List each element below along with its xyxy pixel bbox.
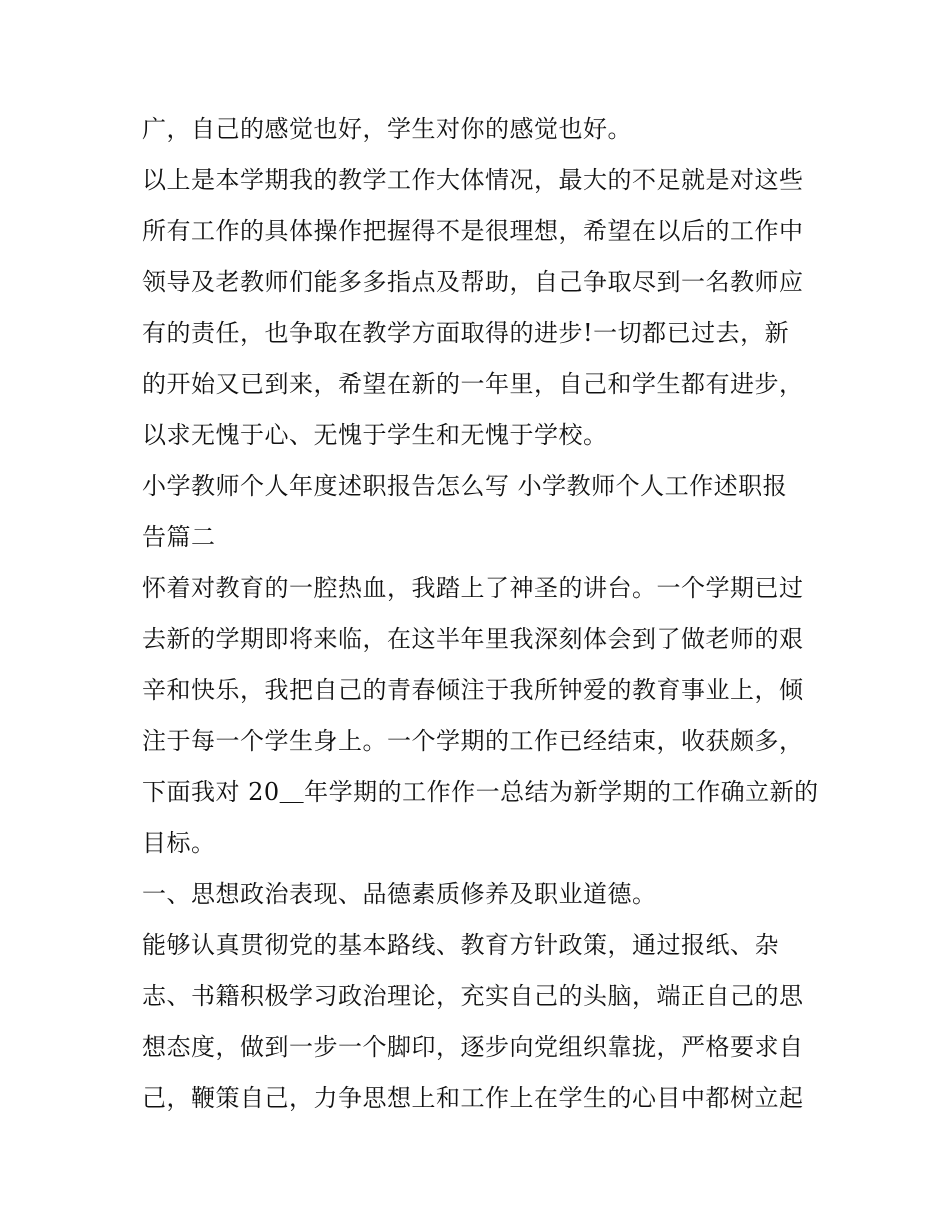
section-heading-line: 告篇二: [142, 523, 216, 551]
text-line: 广，自己的感觉也好，学生对你的感觉也好。: [142, 115, 632, 143]
section-heading-line: 小学教师个人年度述职报告怎么写 小学教师个人工作述职报: [142, 472, 788, 500]
text-line: 领导及老教师们能多多指点及帮助，自己争取尽到一名教师应: [142, 268, 804, 296]
text-line: 以上是本学期我的教学工作大体情况，最大的不足就是对这些: [142, 166, 804, 194]
text-line: 能够认真贯彻党的基本路线、教育方针政策，通过报纸、杂: [142, 931, 779, 959]
text-line: 有的责任，也争取在教学方面取得的进步!一切都已过去，新: [142, 319, 790, 347]
text-line: 去新的学期即将来临，在这半年里我深刻体会到了做老师的艰: [142, 625, 804, 653]
text-line: 己，鞭策自己，力争思想上和工作上在学生的心目中都树立起: [142, 1084, 804, 1112]
document-body: [142, 104, 822, 1124]
text-line: 想态度，做到一步一个脚印，逐步向党组织靠拢，严格要求自: [142, 1033, 804, 1061]
text-line: 注于每一个学生身上。一个学期的工作已经结束，收获颇多，: [142, 727, 804, 755]
text-line: 志、书籍积极学习政治理论，充实自己的头脑，端正自己的思: [142, 982, 804, 1010]
text-line: 怀着对教育的一腔热血，我踏上了神圣的讲台。一个学期已过: [142, 574, 804, 602]
text-line: 辛和快乐，我把自己的青春倾注于我所钟爱的教育事业上，倾: [142, 676, 804, 704]
text-line: 以求无愧于心、无愧于学生和无愧于学校。: [142, 421, 608, 449]
text-line: 下面我对 20＿年学期的工作作一总结为新学期的工作确立新的: [142, 778, 819, 806]
text-line: 目标。: [142, 829, 216, 857]
text-line: 所有工作的具体操作把握得不是很理想，希望在以后的工作中: [142, 217, 804, 245]
text-line: 的开始又已到来，希望在新的一年里，自己和学生都有进步，: [142, 370, 804, 398]
subsection-heading-line: 一、思想政治表现、品德素质修养及职业道德。: [142, 880, 657, 908]
